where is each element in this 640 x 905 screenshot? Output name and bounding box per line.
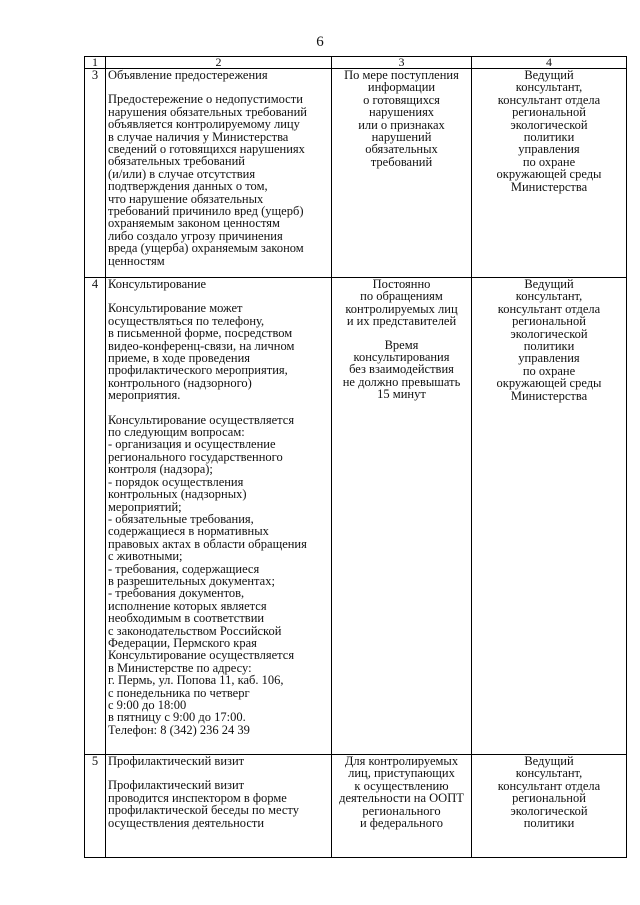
measure-description-topics: Консультирование осуществляется по следующим вопросам: - организация и осуществление регионального государственного контроля (надзора); - порядок осуществления контрольных (надзорных) мероприятий; - обязательные требования, содержащиеся в нормативных правовых актах в области обращения с животными; - требования, содержащиеся в разрешительных документах; - требования документов, исполнение которых является необходимым в соответствии с законодательством Российской Федерации, Пермского края Консультирование осуществляется в Министерстве по адресу: г. Пермь, ул. Попова 11, каб. 106, с понедельника по четверг с 9:00 до 18:00 в пятницу с 9:00 до 17:00. Телефон: 8 (342) 236 24 39: [108, 412, 307, 737]
measure-responsible: Ведущий консультант, консультант отдела региональной экологической политики управления по охране окружающей среды Министерства: [496, 277, 602, 403]
measure-description: Профилактический визит проводится инспектором в форме профилактической беседы по месту осуществления деятельности: [108, 778, 299, 830]
responsible-cell: [472, 278, 627, 755]
term-cell: [332, 278, 472, 755]
measures-table: [84, 56, 627, 858]
measure-cell: [106, 755, 332, 858]
measure-term: По мере поступления информации о готовящихся нарушениях или о признаках нарушений обязательных требований: [344, 68, 459, 169]
measure-term: Постоянно по обращениям контролируемых лиц и их представителей: [345, 277, 458, 329]
table-row: [85, 755, 627, 858]
row-number: 5: [85, 755, 106, 858]
row-number: 4: [85, 278, 106, 755]
measure-responsible: Ведущий консультант, консультант отдела региональной экологической политики: [497, 754, 601, 831]
column-header-4: 4: [472, 57, 627, 69]
measure-description: Предостережение о недопустимости нарушения обязательных требований объявляется контролируемому лицу в случае наличия у Министерства сведений о готовящихся нарушениях обязательных требований (и/или) в случае отсутствия подтверждения данных о том, что нарушение обязательных требований причинило вред (ущерб) охраняемым законом ценностям либо создало угрозу причинения вреда (ущерба) охраняемым законом ценностям: [108, 92, 307, 268]
measure-term-duration: Время консультирования без взаимодействия не должно превышать 15 минут: [342, 337, 461, 402]
table-row: [85, 278, 627, 755]
measure-term: Для контролируемых лиц, приступающих к осуществлению деятельности на ООПТ регионального и федерального: [339, 754, 464, 831]
row-number: 3: [85, 69, 106, 278]
page-number: 6: [316, 34, 324, 50]
measure-cell: [106, 69, 332, 278]
measure-title: Объявление предостережения: [108, 68, 268, 82]
responsible-cell: [472, 755, 627, 858]
column-header-2: 2: [106, 57, 332, 69]
measure-cell: [106, 278, 332, 755]
responsible-cell: [472, 69, 627, 278]
term-cell: [332, 755, 472, 858]
column-header-1: 1: [85, 57, 106, 69]
measure-title: Профилактический визит: [108, 754, 245, 768]
term-cell: [332, 69, 472, 278]
table-row: [85, 69, 627, 278]
table-header-row: [85, 57, 627, 69]
column-header-3: 3: [332, 57, 472, 69]
measure-description: Консультирование может осуществляться по телефону, в письменной форме, посредством видео-конференц-связи, на личном приеме, в ходе проведения профилактического мероприятия, контрольного (надзорного) мероприятия.: [108, 301, 295, 403]
measure-title: Консультирование: [108, 277, 207, 291]
measure-responsible: Ведущий консультант, консультант отдела региональной экологической политики управления по охране окружающей среды Министерства: [496, 68, 602, 194]
